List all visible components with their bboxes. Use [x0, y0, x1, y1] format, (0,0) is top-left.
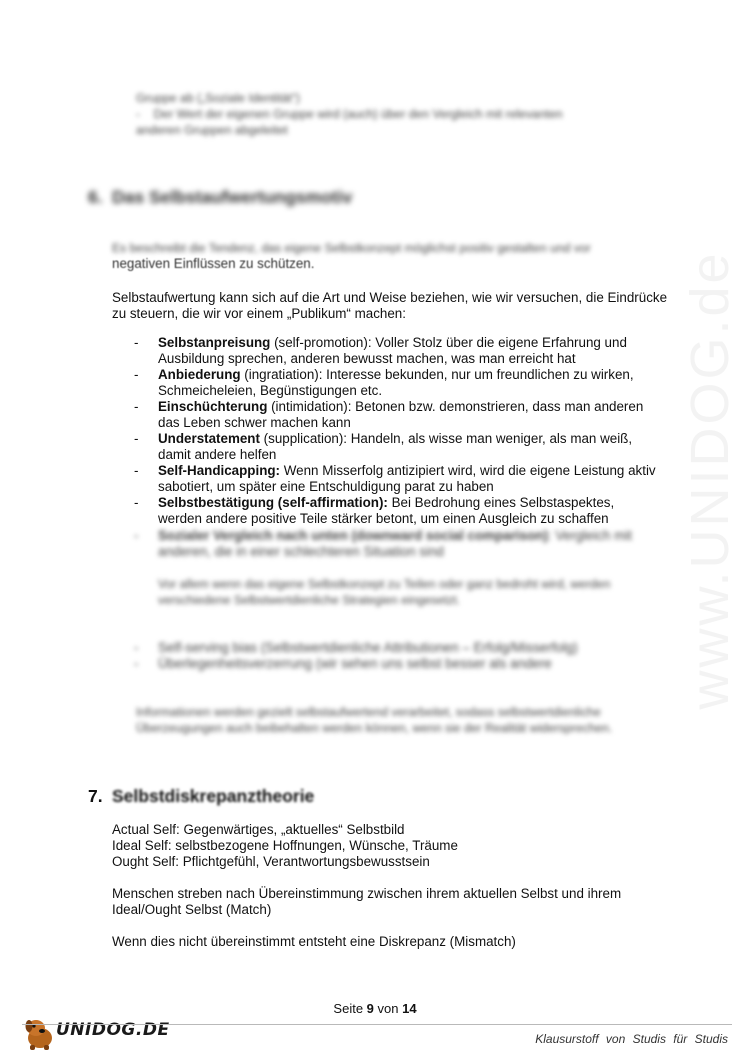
list-item: - Understatement (supplication): Handeln, als wisse man weniger, als man weiß, damit andere helfen: [134, 431, 633, 462]
top-line-2: [136, 106, 656, 122]
self-definition-actual: Actual Self: Gegenwärtiges, „aktuelles“ Selbstbild: [112, 822, 405, 837]
list-item: - Überlegenheitsverzerrung (wir sehen uns selbst besser als andere: [134, 656, 552, 671]
list-item-text: Überlegenheitsverzerrung (wir sehen uns selbst besser als andere: [158, 656, 552, 671]
top-line-3: anderen Gruppen abgeleitet: [136, 123, 288, 137]
watermark-text: www.UNIDOG.de: [680, 250, 740, 710]
section-7-number: 7.: [88, 786, 103, 806]
list-item: - Einschüchterung (intimidation): Betonen bzw. demonstrieren, dass man anderen das Leben schwer machen kann: [134, 399, 644, 430]
top-line-1: Gruppe ab („Soziale Identität“): [136, 91, 300, 105]
list-item: - Self-Handicapping: Wenn Misserfolg antizipiert wird, wird die eigene Leistung aktiv sabotiert, um später eine Entschuldigung parat zu haben: [134, 463, 656, 494]
total-pages: 14: [402, 1001, 417, 1016]
list-item-text: : Vergleich mit anderen, die in einer schlechteren Situation sind: [158, 528, 633, 559]
list-item-text: Self-serving bias (Selbstwertdienliche Attributionen – Erfolg/Misserfolg): [158, 640, 578, 655]
self-definition-ideal: Ideal Self: selbstbezogene Hoffnungen, Wünsche, Träume: [112, 838, 458, 853]
list-item-text: (intimidation): Betonen bzw. demonstrieren, dass man anderen das Leben schwer machen kann: [158, 399, 644, 430]
list-item: - Self-serving bias (Selbstwertdienliche Attributionen – Erfolg/Misserfolg): [134, 640, 578, 655]
section-6-paragraph: Selbstaufwertung kann sich auf die Art und Weise beziehen, wie wir versuchen, die Eindrücke zu steuern, die wir vor einem „Publikum“ machen:: [112, 290, 668, 321]
list-item-term: Self-Handicapping:: [158, 463, 281, 478]
section-7-paragraph-1: Menschen streben nach Übereinstimmung zwischen ihrem aktuellen Selbst und ihrem Ideal/Ought Selbst (Match): [112, 886, 622, 917]
blurred-paragraph-2: Informationen werden gezielt selbstaufwertend verarbeitet, sodass selbstwertdienliche Überzeugungen auch beibehalten werden können, wenn sie der Realität widersprechen.: [136, 705, 613, 735]
logo-text: UNIDOG.DE: [56, 1020, 170, 1040]
list-item-term: Understatement: [158, 431, 260, 446]
list-item: - Anbiederung (ingratiation): Interesse bekunden, nur um freundlichen zu wirken, Schmeicheleien, Begünstigungen etc.: [134, 367, 634, 398]
section-7-title: Selbstdiskrepanztheorie: [112, 786, 315, 806]
list-item-text: Wenn Misserfolg antizipiert wird, wird die eigene Leistung aktiv sabotiert, um später eine Entschuldigung parat zu haben: [158, 463, 656, 494]
list-item-text: (ingratiation): Interesse bekunden, nur um freundlichen zu wirken, Schmeicheleien, Begünstigungen etc.: [158, 367, 634, 398]
current-page: 9: [366, 1001, 374, 1016]
list-item-term: Selbstanpreisung: [158, 335, 271, 350]
blurred-bias-list: [112, 640, 660, 672]
blurred-list: [112, 528, 660, 560]
dash: -: [136, 107, 141, 121]
section-7-paragraph-2: Wenn dies nicht übereinstimmt entsteht eine Diskrepanz (Mismatch): [112, 934, 516, 949]
section-6-intro-visible: negativen Einflüssen zu schützen.: [112, 256, 315, 271]
strategy-list: [112, 335, 660, 527]
list-item-text: Bei Bedrohung eines Selbstaspektes, werden andere positive Teile stärker betont, um einen Ausgleich zu schaffen: [158, 495, 615, 526]
section-7-heading: [88, 786, 314, 807]
dog-icon: [22, 1012, 58, 1052]
self-definition-ought: Ought Self: Pflichtgefühl, Verantwortungsbewusstsein: [112, 854, 430, 869]
list-item: - Sozialer Vergleich nach unten (downward social comparison): Vergleich mit anderen, die in einer schlechteren Situation sind: [134, 528, 633, 559]
page-number: Seite 9 von 14: [333, 1001, 417, 1016]
section-6-heading: [88, 187, 352, 208]
list-item-term: Anbiederung: [158, 367, 241, 382]
list-item: - Selbstbestätigung (self-affirmation): Bei Bedrohung eines Selbstaspektes, werden andere positive Teile stärker betont, um einen Ausgleich zu schaffen: [134, 495, 615, 526]
list-item-text: (supplication): Handeln, als wisse man weniger, als man weiß, damit andere helfen: [158, 431, 633, 462]
unidog-logo: [22, 1012, 170, 1052]
list-item: - Selbstanpreisung (self-promotion): Voller Stolz über die eigene Erfahrung und Ausbildung sprechen, anderen bewusst machen, was man erreicht hat: [134, 335, 627, 366]
list-item-term: Selbstbestätigung (self-affirmation):: [158, 495, 388, 510]
blurred-paragraph-1: Vor allem wenn das eigene Selbstkonzept zu Teilen oder ganz bedroht wird, werden verschiedene Selbstwertdienliche Strategien eingesetzt.: [158, 577, 611, 607]
top-line-2-text: Der Wert der eigenen Gruppe wird (auch) über den Vergleich mit relevanten: [153, 107, 563, 121]
list-item-term: Einschüchterung: [158, 399, 268, 414]
list-item-text: (self-promotion): Voller Stolz über die eigene Erfahrung und Ausbildung sprechen, anderen bewusst machen, was man erreicht hat: [158, 335, 627, 366]
list-item-term: Sozialer Vergleich nach unten (downward social comparison): [158, 528, 548, 543]
footer-slogan: Klausurstoff von Studis für Studis: [535, 1032, 728, 1046]
section-6-number: 6.: [88, 187, 103, 207]
footer-divider: [22, 1024, 732, 1025]
section-6-intro-blurred: Es beschreibt die Tendenz, das eigene Selbstkonzept möglichst positiv gestalten und vor: [112, 241, 591, 255]
section-6-title: Das Selbstaufwertungsmotiv: [112, 187, 353, 207]
